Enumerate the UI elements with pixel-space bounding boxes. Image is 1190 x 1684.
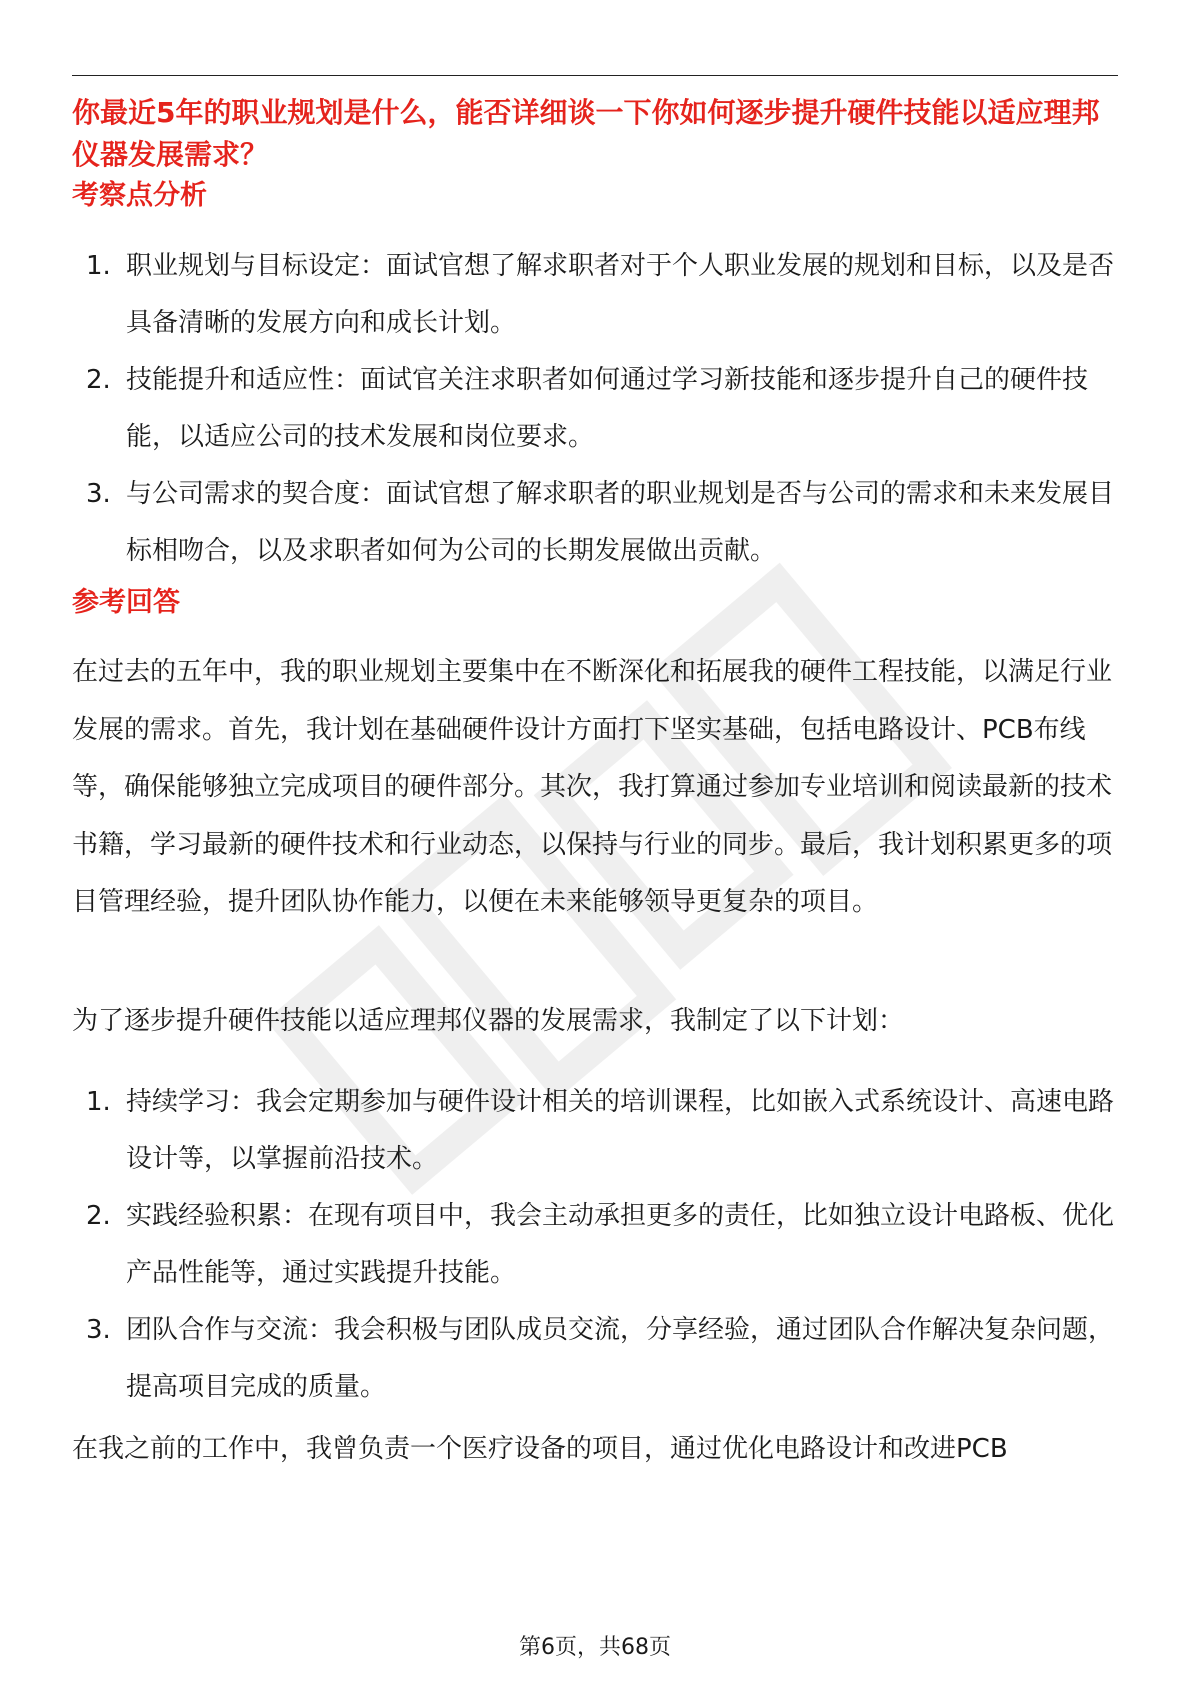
list-item-text: 团队合作与交流：我会积极与团队成员交流，分享经验，通过团队合作解决复杂问题，提高项目完成的质量。 <box>126 1315 1115 1402</box>
list-item-number: 2. <box>86 1201 111 1231</box>
question-title: 你最近5年的职业规划是什么，能否详细谈一下你如何逐步提升硬件技能以适应理邦仪器发展需求？ <box>72 96 1100 171</box>
list-item <box>72 1188 1118 1302</box>
list-item <box>72 1074 1118 1188</box>
analysis-list <box>72 238 1118 580</box>
answer-heading: 参考回答 <box>72 587 180 618</box>
list-item <box>72 238 1118 352</box>
list-item-text: 职业规划与目标设定：面试官想了解求职者对于个人职业发展的规划和目标，以及是否具备清晰的发展方向和成长计划。 <box>126 251 1115 338</box>
list-item-text: 持续学习：我会定期参加与硬件设计相关的培训课程，比如嵌入式系统设计、高速电路设计等，以掌握前沿技术。 <box>126 1087 1115 1174</box>
list-item-number: 3. <box>86 1315 111 1345</box>
answer-paragraph-2: 为了逐步提升硬件技能以适应理邦仪器的发展需求，我制定了以下计划： <box>72 1006 905 1036</box>
list-item-number: 1. <box>86 1087 111 1117</box>
plan-list <box>72 1074 1118 1416</box>
list-item-text: 实践经验积累：在现有项目中，我会主动承担更多的责任，比如独立设计电路板、优化产品性能等，通过实践提升技能。 <box>126 1201 1115 1288</box>
list-item-number: 2. <box>86 365 111 395</box>
analysis-heading: 考察点分析 <box>72 180 207 211</box>
top-rule <box>72 75 1118 76</box>
list-item-text: 与公司需求的契合度：面试官想了解求职者的职业规划是否与公司的需求和未来发展目标相吻合，以及求职者如何为公司的长期发展做出贡献。 <box>126 479 1115 566</box>
list-item <box>72 466 1118 580</box>
answer-paragraph-1: 在过去的五年中，我的职业规划主要集中在不断深化和拓展我的硬件工程技能，以满足行业发展的需求。首先，我计划在基础硬件设计方面打下坚实基础，包括电路设计、PCB布线等，确保能够独立完成项目的硬件部分。其次，我打算通过参加专业培训和阅读最新的技术书籍，学习最新的硬件技术和行业动态，以保持与行业的同步。最后，我计划积累更多的项目管理经验，提升团队协作能力，以便在未来能够领导更复杂的项目。 <box>72 657 1113 917</box>
list-item <box>72 352 1118 466</box>
list-item <box>72 1302 1118 1416</box>
list-item-number: 3. <box>86 479 111 509</box>
list-item-text: 技能提升和适应性：面试官关注求职者如何通过学习新技能和逐步提升自己的硬件技能，以适应公司的技术发展和岗位要求。 <box>126 365 1089 452</box>
list-item-number: 1. <box>86 251 111 281</box>
answer-paragraph-3: 在我之前的工作中，我曾负责一个医疗设备的项目，通过优化电路设计和改进PCB <box>72 1434 1008 1464</box>
page-number: 第6页，共68页 <box>519 1635 671 1660</box>
